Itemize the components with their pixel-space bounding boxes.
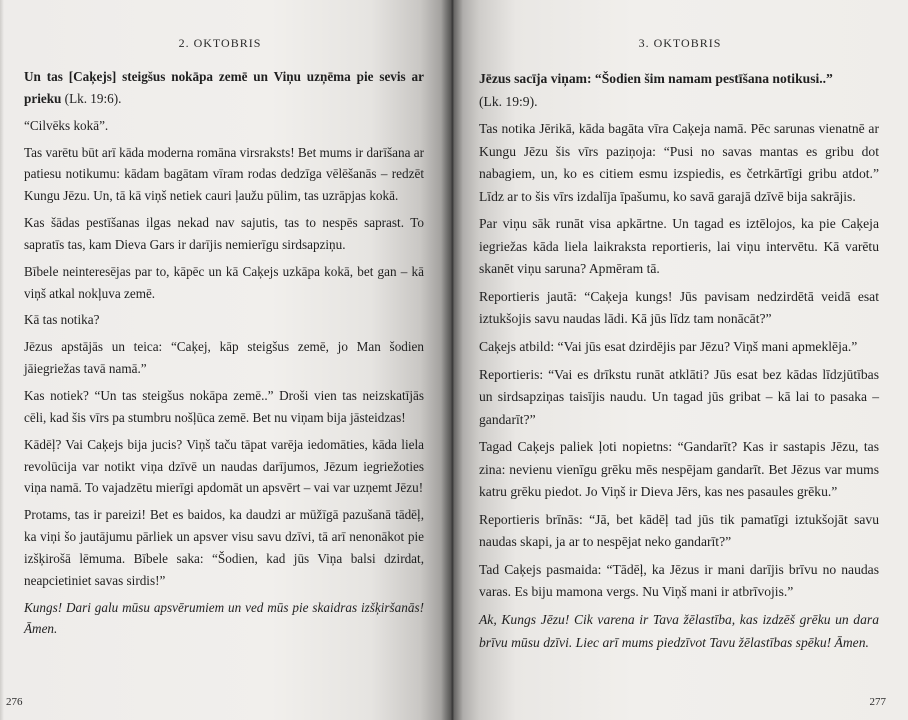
- paragraph: Tas notika Jērikā, kāda bagāta vīra Caķeja namā. Pēc sarunas vienatnē ar Kungu Jēzu šis vīrs paziņoja: “Pusi no savas mantas es gribu dot nabagiem, un, ko es citiem esmu izspiedis, es četrkārtīgi gribu atdot.” Līdz ar to šis vīrs izdalīja īpašumu, ko savā garajā dzīvē bija sakrājis.: [479, 121, 879, 204]
- page-body: [479, 68, 879, 659]
- right-page: [452, 0, 908, 720]
- left-page: [0, 0, 452, 720]
- verse-reference: (Lk. 19:6).: [61, 90, 122, 106]
- paragraph: Caķejs atbild: “Vai jūs esat dzirdējis par Jēzu? Viņš mani apmeklēja.”: [479, 339, 858, 355]
- verse-reference: (Lk. 19:9).: [479, 93, 538, 109]
- paragraph: Tagad Caķejs paliek ļoti nopietns: “Gandarīt? Kas ir sastapis Jēzu, tas zina: nevienu vienīgu grēku mēs nespējam gandarīt. Bet Jēzus var mums katru grēku piedot. Jo Viņš ir Dieva Jērs, kas nes pasaules grēku.”: [479, 439, 879, 500]
- page-header: 2. OKTOBRIS: [178, 36, 262, 50]
- page-number: 277: [869, 696, 886, 708]
- paragraph: Kas šādas pestīšanas ilgas nekad nav sajutis, tas to nespēs saprast. To sapratīs tas, kam Dieva Gars ir darījis nemierīgu sirdsapziņu.: [24, 215, 424, 252]
- page-number: 276: [6, 696, 23, 708]
- paragraph: Protams, tas ir pareizi! Bet es baidos, ka daudzi ar mūžīgā pazušanā tādēļ, ka viņi šo jautājumu pārliek un apsver visu savu dzīvi, tā arī nenonākot pie izšķirošā lēmuma. Bībele saka: “Šodien, kad jūs Viņa balsi dzirdat, neapcietiniet savas sirdis!”: [24, 507, 424, 588]
- paragraph: Tad Caķejs pasmaida: “Tādēļ, ka Jēzus ir mani darījis brīvu no naudas varas. Es biju mamona vergs. Nu Viņš mani ir atbrīvojis.”: [479, 561, 879, 600]
- page-edge: [0, 0, 4, 720]
- paragraph: Reportieris: “Vai es drīkstu runāt atklāti? Jūs esat bez kādas līdzjūtības un sirdsapziņas taisījis naudu. Un tagad jūs gribat – kā lai to pasaka – gandarīt?”: [479, 366, 879, 427]
- paragraph: Jēzus apstājās un teica: “Caķej, kāp steigšus zemē, jo Man šodien jāiegriežas tavā namā.”: [24, 339, 424, 377]
- paragraph: Kādēļ? Vai Caķejs bija jucis? Viņš taču tāpat varēja iedomāties, kāda liela revolūcija var notikt viņa dzīvē un naudas darījumos, Jēzum iegriežoties viņa namā. To vajadzētu mierīgi apdomāt un apsvērt – vai var uzņemt Jēzu!: [24, 436, 424, 496]
- paragraph: Tas varētu būt arī kāda moderna romāna virsraksts! Bet mums ir darīšana ar patiesu notikumu: kādam bagātam vīram rodas dedzīga vēlēšanās – redzēt Kungu Jēzu. Un, tā kā viņš netiek cauri ļaužu pūlim, tas uzrāpjas kokā.: [24, 144, 424, 204]
- scripture-verse: [479, 68, 879, 113]
- prayer: Kungs! Dari galu mūsu apsvērumiem un ved mūs pie skaidras izšķiršanās! Āmen.: [24, 599, 424, 637]
- paragraph: Par viņu sāk runāt visa apkārtne. Un tagad es iztēlojos, ka pie Caķeja iegriežas kāda liela laikraksta reportieris, lai viņu intervētu. Kā varētu skanēt viņu saruna? Apmēram tā.: [479, 216, 879, 277]
- paragraph: Reportieris jautā: “Caķeja kungs! Jūs pavisam nedzirdētā veidā esat iztukšojis savu naudas lādi. Kā jūs līdz tam nonācāt?”: [479, 288, 879, 327]
- paragraph: Reportieris brīnās: “Jā, bet kādēļ tad jūs tik pamatīgi iztukšojāt savu naudas skapi, ja ar to nespējat neko gandarīt?”: [479, 511, 879, 550]
- verse-text: Un tas [Caķejs] steigšus nokāpa zemē un Viņu uzņēma pie sevis ar prieku: [24, 69, 424, 106]
- verse-text: Jēzus sacīja viņam: “Šodien šim namam pestīšana notikusi..”: [479, 71, 833, 86]
- book-gutter: [441, 0, 463, 720]
- scripture-verse: [24, 66, 424, 110]
- prayer: Ak, Kungs Jēzu! Cik varena ir Tava žēlastība, kas izdzēš grēku un dara brīvu mūsu dzīvi. Liec arī mums piedzīvot Tavu žēlastības spēku! Āmen.: [479, 612, 879, 650]
- paragraph: Kā tas notika?: [24, 312, 100, 328]
- paragraph: Bībele neinteresējas par to, kāpēc un kā Caķejs uzkāpa kokā, bet gan – kā viņš atkal nokļuva zemē.: [24, 263, 424, 301]
- page-body: [24, 66, 424, 645]
- paragraph: Kas notiek? “Un tas steigšus nokāpa zemē..” Droši vien tas neizskatījās cēli, kad šis vīrs pa stumbru nošļūca zemē. Bet nu viņam bija jāsteidzas!: [24, 387, 424, 425]
- page-header: 3. OKTOBRIS: [638, 36, 722, 50]
- paragraph: “Cilvēks kokā”.: [24, 117, 109, 133]
